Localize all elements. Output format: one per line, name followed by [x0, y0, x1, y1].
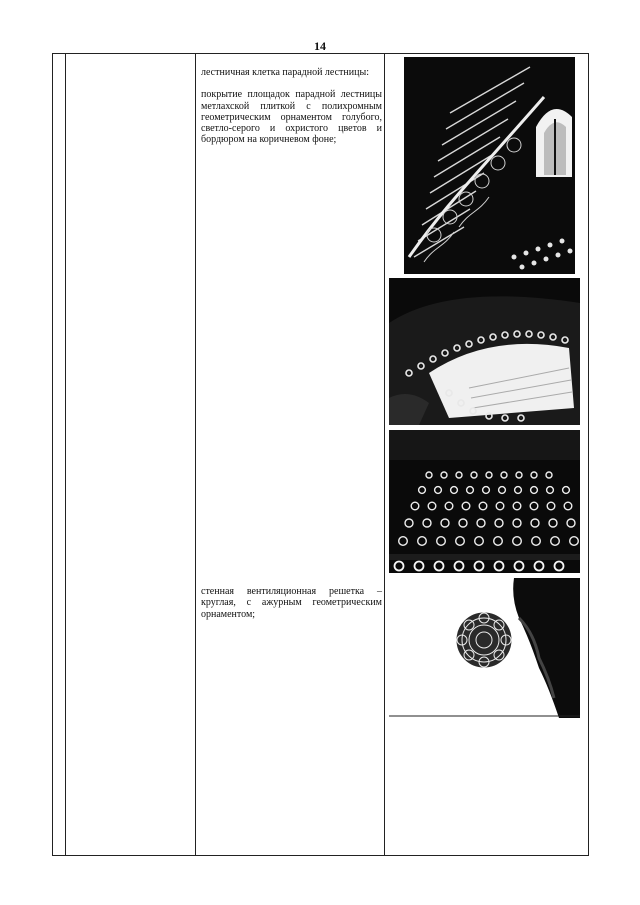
paragraph: покрытие площадок парадной лестницы метлахской плиткой с полихромным геометрическим орнаментом голубого, светло-серого и охристого цветов и бордюром на коричневом фоне;	[201, 89, 382, 146]
page-number: 14	[314, 39, 326, 53]
grille-pattern	[456, 612, 512, 668]
photo-tile-floor	[389, 430, 580, 573]
description-grille	[201, 586, 382, 620]
column-divider	[65, 54, 66, 855]
photo-ventilation-grille	[389, 578, 580, 718]
photo-landing-border	[389, 278, 580, 425]
column-divider	[195, 54, 196, 855]
paragraph: стенная вентиляционная решетка – круглая, с ажурным геометрическим орнаментом;	[201, 586, 382, 620]
column-divider	[384, 54, 385, 855]
paragraph: лестничная клетка парадной лестницы:	[201, 67, 369, 78]
photo-staircase	[404, 57, 575, 274]
description-staircase	[201, 67, 382, 146]
